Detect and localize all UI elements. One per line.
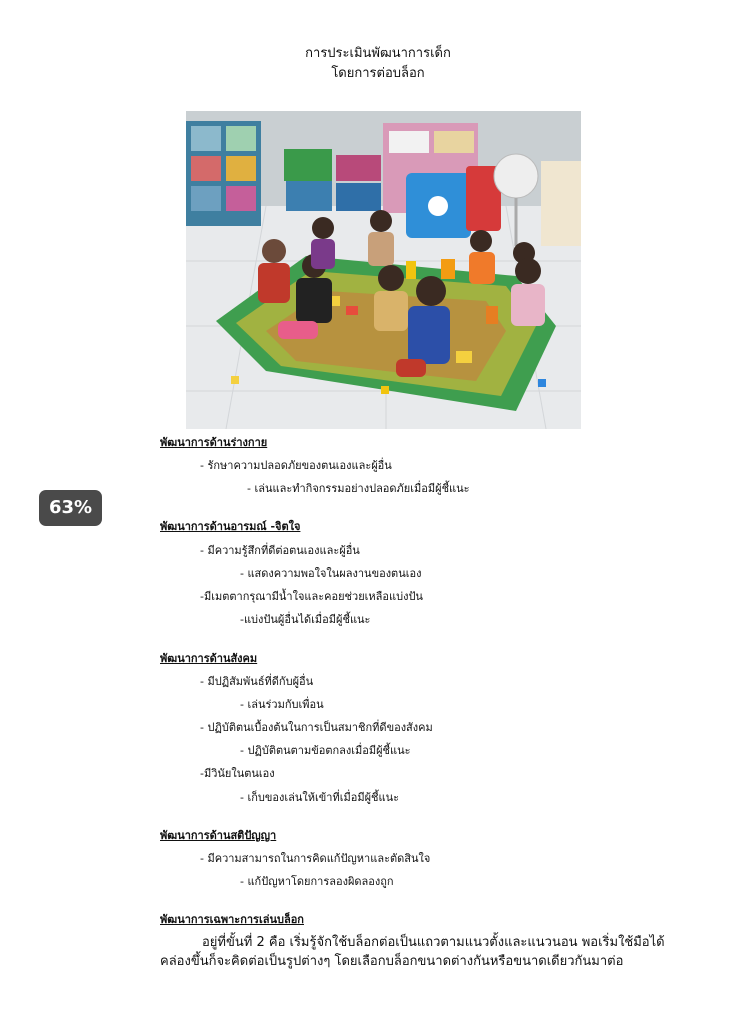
list-item: - เก็บของเล่นให้เข้าที่เมื่อมีผู้ชี้แนะ [240,791,400,804]
list-item: - เล่นและทำกิจกรรมอย่างปลอดภัยเมื่อมีผู้ชี้แนะ [247,482,470,495]
paragraph-line: อยู่ที่ขั้นที่ 2 คือ เริ่มรู้จักใช้บล็อกต่อเป็นแถวตามแนวตั้งและแนวนอน พอเริ่มใช้มือได้ [202,935,665,950]
zoom-level-badge: 63% [39,490,102,526]
children-playing-blocks-photo [186,111,581,429]
document-title: การประเมินพัฒนาการเด็ก [305,46,451,61]
list-item: - มีความสามารถในการคิดแก้ปัญหาและตัดสินใจ [200,852,431,865]
paragraph-line: คล่องขึ้นก็จะคิดต่อเป็นรูปต่างๆ โดยเลือกบล็อกขนาดต่างกันหรือขนาดเดียวกันมาต่อ [160,954,624,969]
document-subtitle: โดยการต่อบล็อก [331,66,425,81]
section-heading-intellectual: พัฒนาการด้านสติปัญญา [160,829,277,842]
list-item: - มีความรู้สึกที่ดีต่อตนเองและผู้อื่น [200,544,360,557]
list-item: - มีปฏิสัมพันธ์ที่ดีกับผู้อื่น [200,675,314,688]
list-item: - ปฏิบัติตนตามข้อตกลงเมื่อมีผู้ชี้แนะ [240,744,411,757]
list-item: - ปฏิบัติตนเบื้องต้นในการเป็นสมาชิกที่ดีของสังคม [200,721,433,734]
section-heading-emotional: พัฒนาการด้านอารมณ์ -จิตใจ [160,520,301,533]
list-item: -มีเมตตากรุณามีน้ำใจและคอยช่วยเหลือแบ่งปัน [200,590,423,603]
list-item: - รักษาความปลอดภัยของตนเองและผู้อื่น [200,459,392,472]
list-item: -แบ่งปันผู้อื่นได้เมื่อมีผู้ชี้แนะ [240,613,371,626]
list-item: - แสดงความพอใจในผลงานของตนเอง [240,567,422,580]
list-item: - แก้ปัญหาโดยการลองผิดลองถูก [240,875,394,888]
list-item: - เล่นร่วมกับเพื่อน [240,698,324,711]
section-heading-social: พัฒนาการด้านสังคม [160,652,258,665]
section-heading-physical: พัฒนาการด้านร่างกาย [160,436,268,449]
list-item: -มีวินัยในตนเอง [200,767,275,780]
section-heading-block-play: พัฒนาการเฉพาะการเล่นบล็อก [160,913,304,926]
